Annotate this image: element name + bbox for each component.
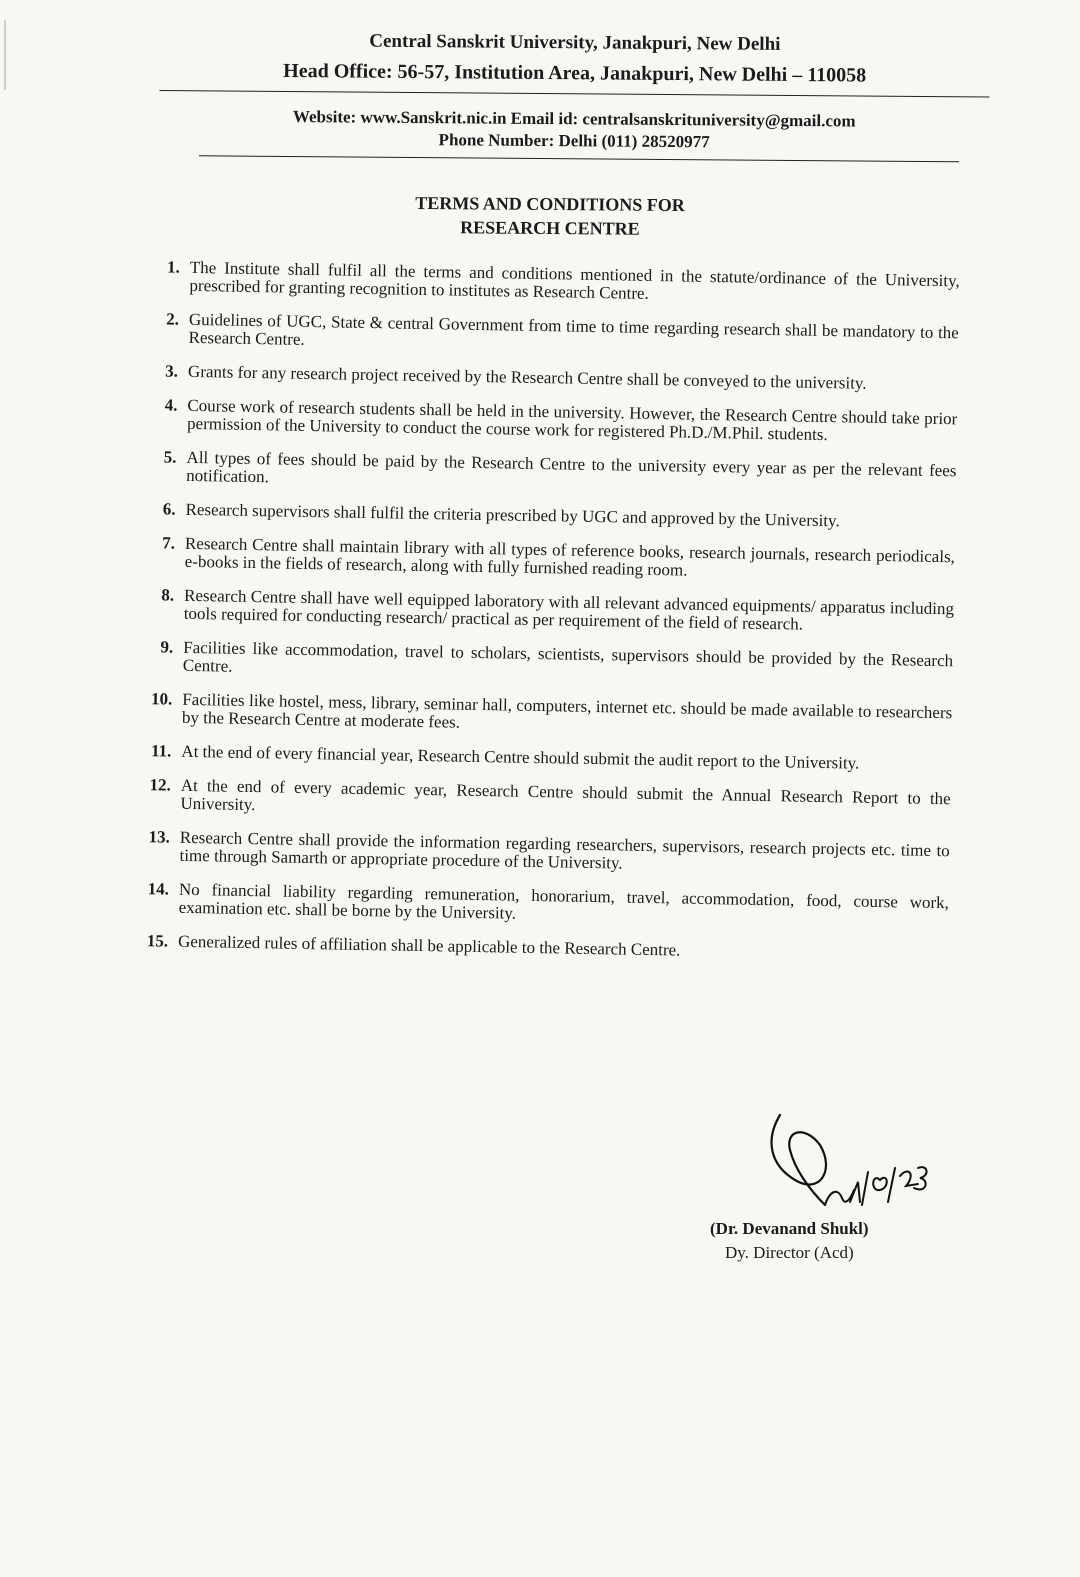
term-text: At the end of every financial year, Research Centre should submit the audit report to the University. <box>181 741 860 773</box>
term-number: 5. <box>163 447 177 467</box>
term-number: 11. <box>150 741 172 761</box>
term-item <box>131 742 951 774</box>
term-number: 14. <box>147 879 170 899</box>
term-number: 10. <box>150 689 173 709</box>
term-item <box>134 586 955 636</box>
signatory-designation: Dy. Director (Acd) <box>725 1243 854 1262</box>
term-text: Course work of research students shall be held in the university. However, the Research Centre should take prior permission of the University to conduct the course work for registered Ph.D./M.Phil. students. <box>186 395 958 445</box>
title-line-1: TERMS AND CONDITIONS FOR <box>415 192 685 216</box>
term-text: Facilities like hostel, mess, library, seminar hall, computers, internet etc. should be made available to researchers by the Research Centre at moderate fees. <box>181 689 953 732</box>
signature-block <box>700 1110 930 1270</box>
term-number: 15. <box>146 931 169 951</box>
term-item <box>138 362 958 394</box>
handwritten-signature <box>750 1110 930 1220</box>
term-text: At the end of every academic year, Research Centre should submit the Annual Research Report to the University. <box>180 775 951 815</box>
term-text: All types of fees should be paid by the Research Centre to the university every year as per the relevant fees notification. <box>186 447 957 487</box>
term-number: 6. <box>162 499 176 519</box>
term-number: 4. <box>164 395 178 415</box>
contact-divider <box>199 155 959 162</box>
term-item <box>129 880 950 930</box>
letterhead <box>159 28 990 163</box>
term-text: Research Centre shall maintain library with all types of reference books, research journals, research periodicals, e-books in the fields of research, along with fully furnished reading room. <box>184 533 956 580</box>
term-item <box>137 396 958 446</box>
phone-line: Phone Number: Delhi (011) 28520977 <box>438 130 710 152</box>
term-text: Generalized rules of affiliation shall be applicable to the Research Centre. <box>177 931 681 960</box>
term-item <box>132 690 953 740</box>
document-title <box>380 191 720 242</box>
head-office-address: Head Office: 56-57, Institution Area, Janakpuri, New Delhi – 110058 <box>283 59 867 87</box>
term-item <box>135 534 956 584</box>
term-item <box>139 258 960 308</box>
term-item <box>129 828 950 878</box>
term-number: 1. <box>166 257 181 277</box>
term-number: 8. <box>161 585 175 605</box>
term-text: Facilities like accommodation, travel to scholars, scientists, supervisors should be provided by the Research Centre. <box>182 637 954 676</box>
term-item <box>135 500 955 532</box>
term-text: Research Centre shall have well equipped laboratory with all relevant advanced equipments/ apparatus including tools required for conducting research/ practical as per requirement of the field of research. <box>183 585 955 634</box>
term-text: No financial liability regarding remuneration, honorarium, travel, accommodation, food, course work, examination etc. shall be borne by the University. <box>178 879 950 923</box>
term-item <box>128 932 948 964</box>
term-number: 2. <box>166 309 180 329</box>
term-number: 7. <box>162 533 176 553</box>
term-item <box>136 448 957 498</box>
term-number: 13. <box>148 827 171 847</box>
contact-line: Website: www.Sanskrit.nic.in Email id: centralsanskrituniversity@gmail.com <box>292 107 856 131</box>
term-item <box>138 310 959 360</box>
scan-edge-mark <box>4 20 6 90</box>
term-item <box>133 638 954 688</box>
term-text: Grants for any research project received by the Research Centre shall be conveyed to the university. <box>187 361 867 393</box>
term-text: Guidelines of UGC, State & central Government from time to time regarding research shall be mandatory to the Research Centre. <box>188 309 959 349</box>
signatory-name: (Dr. Devanand Shukl) <box>710 1219 869 1238</box>
title-line-2: RESEARCH CENTRE <box>460 217 640 239</box>
terms-list <box>128 258 960 980</box>
term-item <box>130 776 951 826</box>
term-text: Research supervisors shall fulfil the criteria prescribed by UGC and approved by the University. <box>185 499 840 531</box>
term-number: 3. <box>165 361 179 381</box>
university-name: Central Sanskrit University, Janakpuri, New Delhi <box>369 30 781 55</box>
term-text: The Institute shall fulfil all the terms and conditions mentioned in the statute/ordinance of the University, prescribed for granting recognition to institutes as Research Centre. <box>189 257 960 303</box>
header-divider <box>160 90 990 98</box>
term-text: Research Centre shall provide the information regarding researchers, supervisors, research projects etc. time to time through Samarth or appropriate procedure of the University. <box>179 827 950 873</box>
term-number: 12. <box>149 775 171 795</box>
term-number: 9. <box>160 637 174 657</box>
